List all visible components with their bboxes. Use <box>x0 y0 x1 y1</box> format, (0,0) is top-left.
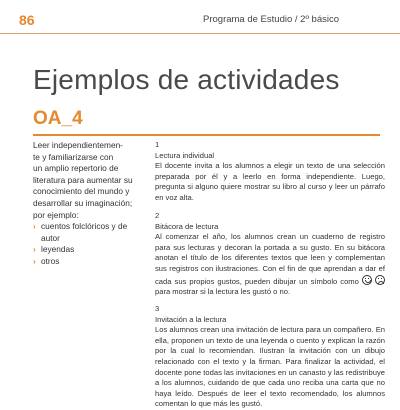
activity-title: Bitácora de lectura <box>155 221 219 231</box>
activity-title: Invitación a la lectura <box>155 314 227 324</box>
activity-number: 1 <box>155 140 160 149</box>
activity-body: El docente invita a los alumnos a elegir un texto de una selección preparada por él y a leerlo en forma independiente. Luego, pregunta si alguno quiere mostrar su libro al curso y leer un párrafo en voz alta. <box>155 161 385 202</box>
activity-1 <box>155 140 385 204</box>
chevron-right-icon: › <box>33 244 36 255</box>
activity-number: 2 <box>155 211 160 220</box>
example-item <box>33 256 133 268</box>
running-title: Programa de Estudio / 2º básico <box>203 14 340 25</box>
activity-number: 3 <box>155 304 160 313</box>
activity-body-text: Al comenzar el año, los alumnos crean un cuaderno de registro para sus lecturas y decoran la portada a su gusto. En su bitácora anotan el título de los diferentes textos que leen y complementan sus registros con ilustraciones. Con el fin de que aprendan a dar ef cada sus propios gustos, pueden dibujar un símbolo como <box>155 232 385 286</box>
example-item <box>33 221 133 244</box>
example-item <box>33 244 133 256</box>
objective-rule <box>33 134 380 136</box>
chevron-right-icon: › <box>33 255 36 266</box>
activity-3 <box>155 304 385 410</box>
activity-2 <box>155 211 385 298</box>
example-label: cuentos folclóricos y de autor <box>41 221 128 243</box>
header-rule <box>0 33 400 34</box>
example-label: leyendas <box>41 244 75 255</box>
objective-description: Leer independientemen- te y familiarizarse con un amplio repertorio de literatura para aumentar su conocimiento del mundo y desarrollar su imaginación; por ejemplo: <box>33 140 133 220</box>
activity-body <box>155 232 385 298</box>
happy-face-icon <box>362 275 372 285</box>
page-title: Ejemplos de actividades <box>33 64 340 95</box>
example-label: otros <box>41 255 60 266</box>
activity-body: Los alumnos crean una invitación de lectura para un compañero. En ella, proponen un texto de una leyenda o cuento y explican la razón por la cual lo recomiendan. Ilustran la invitación con un dibujo relacionado con el texto y la firman. Para finalizar la actividad, el docente pone todas las invitaciones en un canasto y las redistribuye a los alumnos, cuidando de que cada uno reciba una carta que no haya leído. Después de leer el texto recomendado, los alumnos comentan lo que más les gustó. <box>155 325 385 409</box>
examples-list <box>33 221 133 267</box>
chevron-right-icon: › <box>33 221 36 232</box>
activity-title: Lectura individual <box>155 150 215 160</box>
activity-body-text: para mostrar si la lectura les gustó o no. <box>155 287 291 297</box>
objective-panel <box>33 140 133 268</box>
sad-face-icon <box>375 275 385 285</box>
page-number: 86 <box>19 12 35 28</box>
objective-code: OA_4 <box>33 108 83 129</box>
